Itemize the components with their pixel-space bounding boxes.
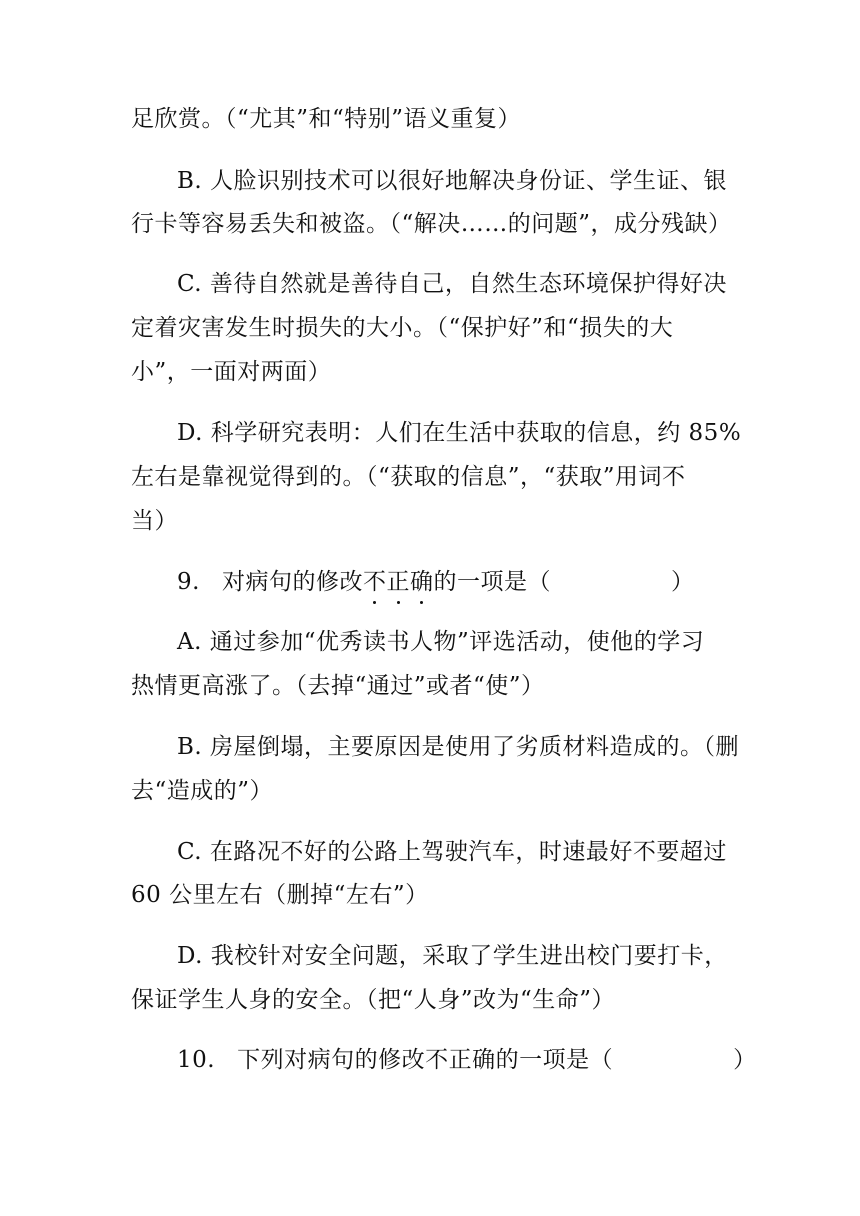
option-d-line-2: 左右是靠视觉得到的。（“获取的信息”，“获取”用词不 [131,464,686,490]
option-b-line-2: 行卡等容易丢失和被盗。（“解决……的问题”，成分残缺） [131,211,732,237]
option-d-line-3: 当） [131,508,178,534]
q9-option-b-line-1: B. 房屋倒塌，主要原因是使用了劣质材料造成的。（删 [177,734,740,760]
option-c-line-1: C. 善待自然就是善待自己，自然生态环境保护得好决 [177,271,727,297]
question-stem: 下列对病句的修改不正确的一项是（ [237,1047,614,1073]
question-stem: 对病句的修改 [221,569,363,595]
emphasis-char: 确 [409,569,434,595]
q9-option-a-line-2: 热情更高涨了。（去掉“通过”或者“使”） [131,673,545,699]
question-number: 10. [177,1047,216,1073]
emphasis-char: 不 [362,569,387,595]
bracket-close: ） [733,1047,757,1073]
question-number: 9. [177,569,200,595]
q9-option-b-line-2: 去“造成的”） [131,778,274,804]
question-9 [177,567,694,597]
q9-option-a-line-1: A. 通过参加“优秀读书人物”评选活动，使他的学习 [177,629,705,655]
option-d-line-1: D. 科学研究表明：人们在生活中获取的信息，约 85% [177,420,742,446]
question-stem-end: 的一项是（ [433,569,551,595]
text-line-prev-answer: 足欣赏。（“尤其”和“特别”语义重复） [131,106,522,132]
option-c-line-3: 小”，一面对两面） [131,359,332,385]
option-b-line-1: B. 人脸识别技术可以很好地解决身份证、学生证、银 [177,168,728,194]
option-c-line-2: 定着灾害发生时损失的大小。（“保护好”和“损失的大 [131,315,674,341]
question-10 [177,1045,757,1075]
q9-option-d-line-2: 保证学生人身的安全。（把“人身”改为“生命”） [131,987,616,1013]
q9-option-d-line-1: D. 我校针对安全问题，采取了学生进出校门要打卡， [177,943,728,969]
q9-option-c-line-2: 60 公里左右（删掉“左右”） [131,882,429,908]
q9-option-c-line-1: C. 在路况不好的公路上驾驶汽车，时速最好不要超过 [177,839,727,865]
emphasis-char: 正 [386,569,410,595]
bracket-close: ） [670,569,695,595]
